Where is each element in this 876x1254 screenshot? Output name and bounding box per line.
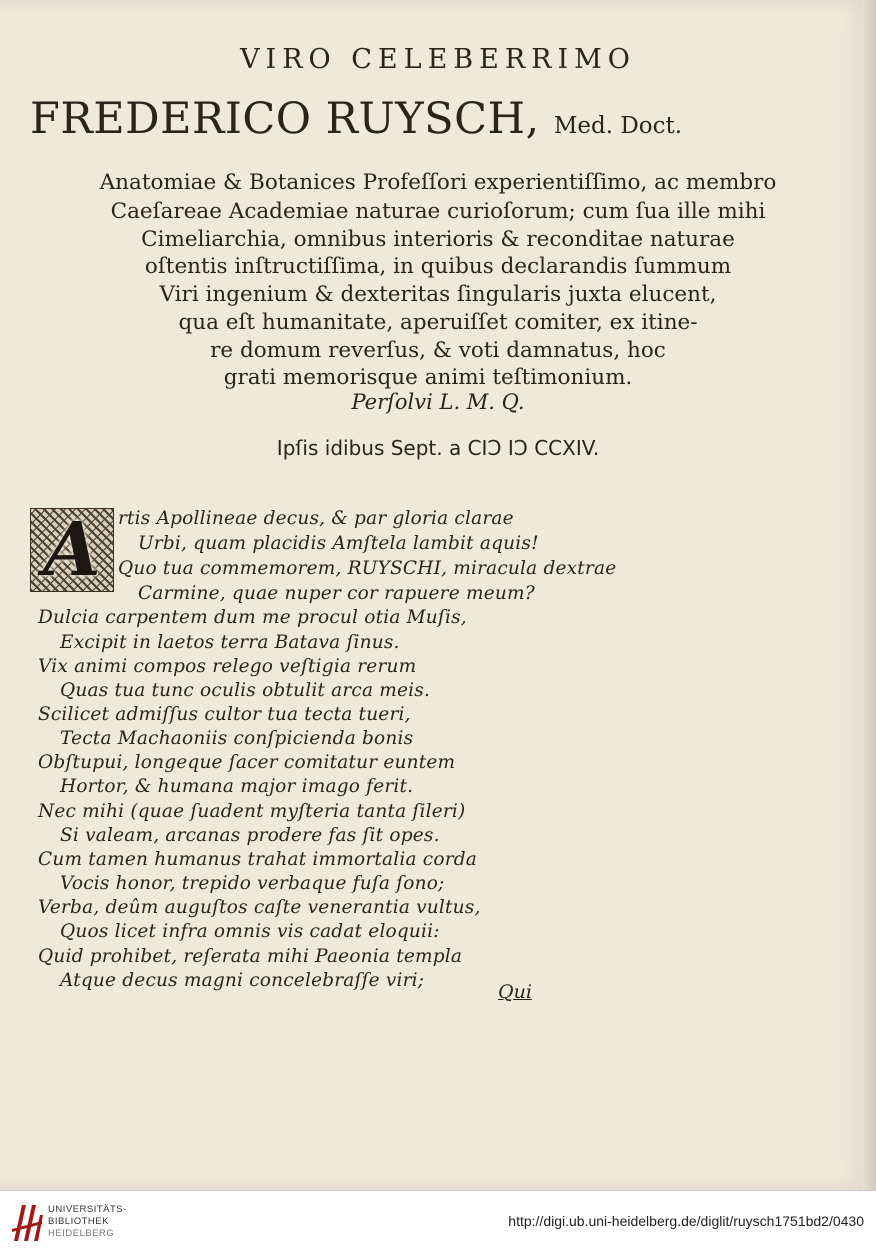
poem-line: Urbi, quam placidis Amſtela lambit aquis! [138, 533, 539, 554]
poem-line: Atque decus magni concelebraſſe viri; [60, 970, 425, 991]
university-library-logo-icon [10, 1199, 44, 1245]
dedication-line: Caeſareae Academiae naturae curioſorum; cum ſua ille mihi [110, 199, 766, 224]
poem-line: Quas tua tunc oculis obtulit arca meis. [60, 680, 431, 701]
poem-line: Quos licet infra omnis vis cadat eloquii: [60, 921, 440, 942]
poem-line: Nec mihi (quae ſuadent myſteria tanta ſileri) [38, 801, 466, 822]
poem-line: Scilicet admiſſus cultor tua tecta tueri, [38, 704, 411, 725]
dedication-line: grati memorisque animi teſtimonium. [223, 365, 633, 390]
dedicatee-name [30, 94, 682, 144]
poem-line: Excipit in laetos terra Batava ſinus. [60, 632, 400, 653]
poem-line: Vix animi compos relego veſtigia rerum [38, 656, 417, 677]
poem-line: Quo tua commemorem, RUYSCHI, miracula dextrae [118, 558, 617, 579]
library-name-line: BIBLIOTHEK [48, 1216, 109, 1227]
decorated-initial-letter: A [43, 507, 101, 593]
dedication-line: Viri ingenium & dexteritas ſingularis juxta elucent, [159, 282, 717, 307]
dedication-line: Anatomiae & Botanices Profeſſori experientiſſimo, ac membro [99, 170, 777, 195]
poem-line: Cum tamen humanus trahat immortalia corda [38, 849, 478, 870]
dedication-line-viro: VIRO CELEBERRIMO [240, 44, 636, 75]
decorated-initial [30, 508, 114, 592]
poem-line: rtis Apollineae decus, & par gloria clarae [118, 508, 514, 529]
dedication-line: Cimeliarchia, omnibus interioris & reconditae naturae [141, 227, 735, 252]
dedication-line: qua eſt humanitate, aperuiſſet comiter, ex itine- [178, 310, 698, 335]
library-footer [0, 1190, 876, 1254]
library-name-line: UNIVERSITÄTS- [48, 1204, 127, 1215]
catchword: Qui [498, 981, 532, 1003]
poem-line: Tecta Machaoniis conſpicienda bonis [60, 728, 414, 749]
library-name [48, 1204, 127, 1240]
dedication-line: oſtentis inſtructiſſima, in quibus declarandis ſummum [144, 254, 732, 279]
poem-line: Obſtupui, longeque ſacer comitatur euntem [38, 752, 456, 773]
dedication-date: Ipſis idibus Sept. a CIↃ IↃ CCXIV. [276, 436, 600, 460]
dedicatee-title: Med. Doct. [553, 113, 683, 139]
poem-line: Carmine, quae nuper cor rapuere meum? [138, 583, 535, 604]
poem-line: Si valeam, arcanas prodere fas ſit opes. [60, 825, 440, 846]
library-name-line: HEIDELBERG [48, 1228, 115, 1239]
poem-line: Vocis honor, trepido verbaque fuſa ſono; [60, 873, 445, 894]
poem-line: Quid prohibet, reſerata mihi Paeonia templa [38, 946, 463, 967]
poem-line: Dulcia carpentem dum me procul otia Muſis, [38, 607, 467, 628]
poem-line: Verba, deûm auguſtos caſte venerantia vultus, [38, 897, 481, 918]
dedicatee-name-text: FREDERICO RUYSCH, [30, 94, 540, 144]
poem-line: Hortor, & humana major imago ferit. [60, 776, 414, 797]
persolvi-formula: Perſolvi L. M. Q. [351, 390, 525, 414]
permalink-url[interactable]: http://digi.ub.uni-heidelberg.de/diglit/ruysch1751bd2/0430 [508, 1213, 864, 1229]
dedication-line: re domum reverſus, & voti damnatus, hoc [210, 338, 666, 363]
